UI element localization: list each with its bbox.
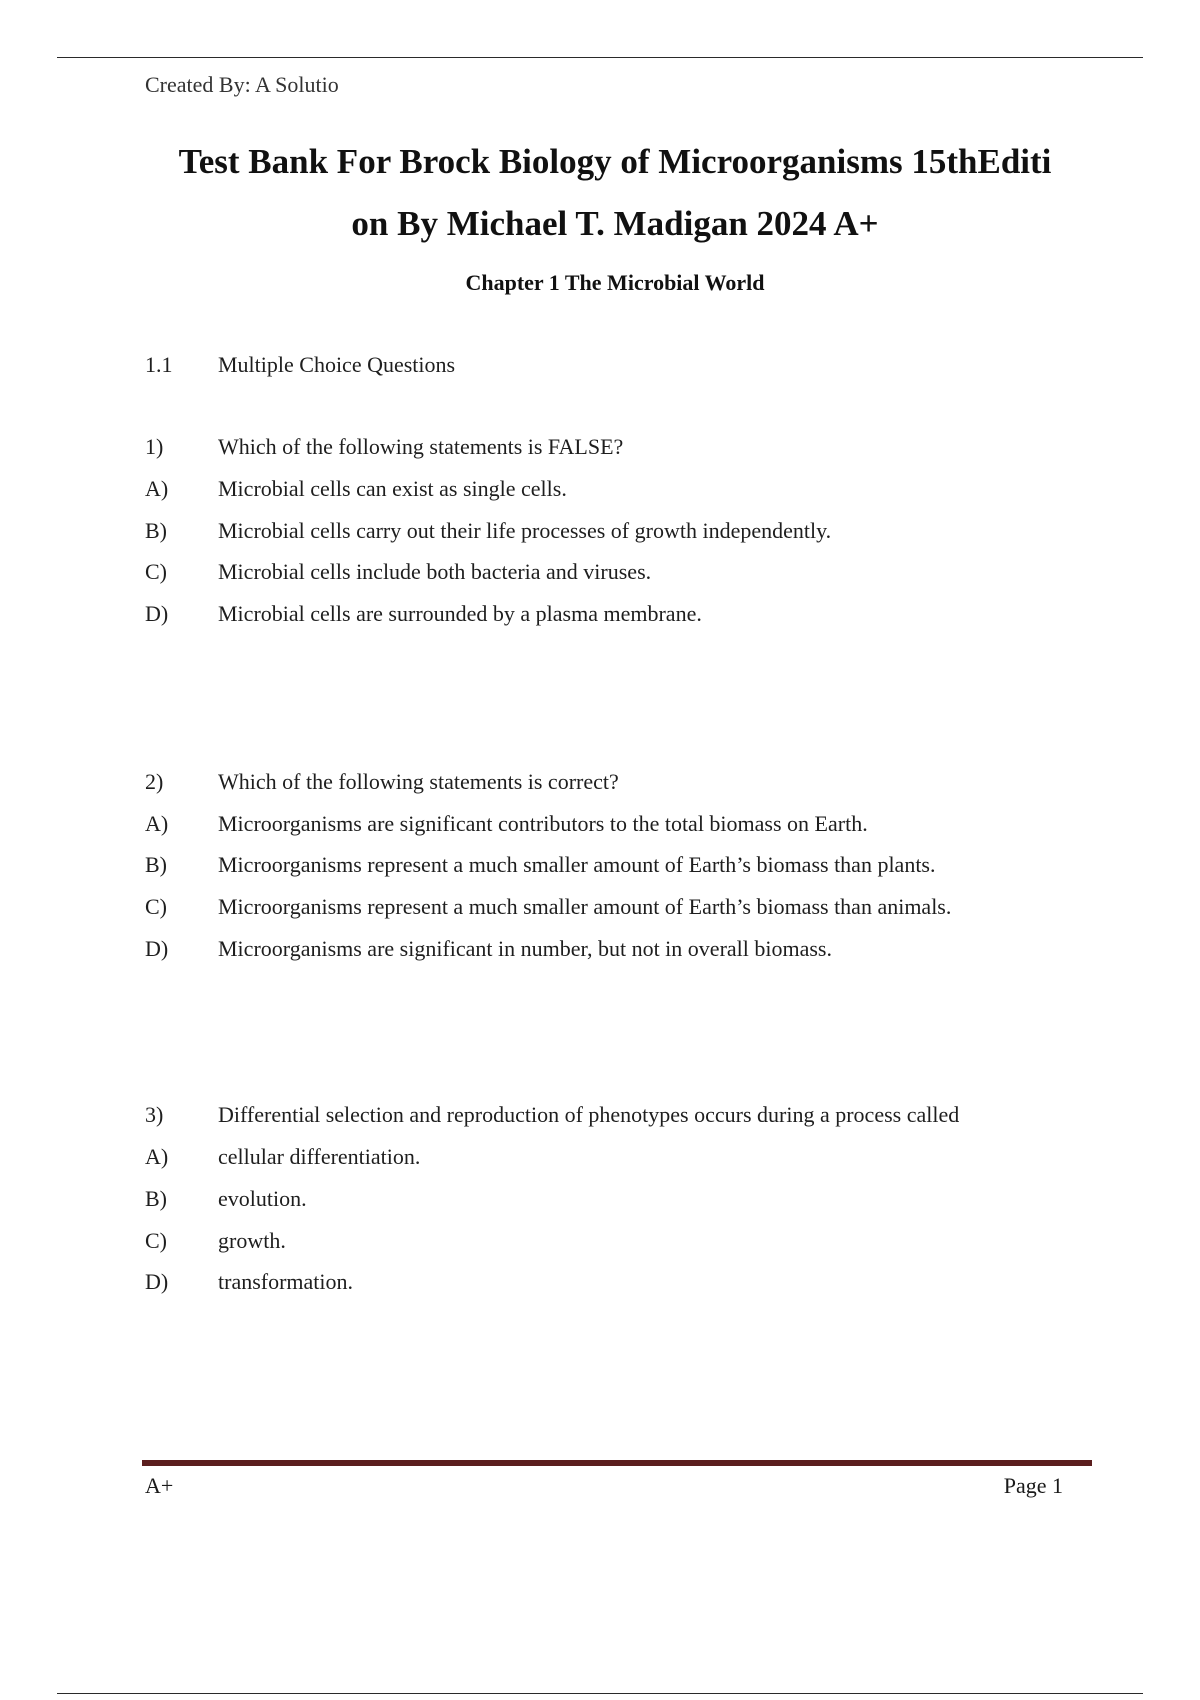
document-title-line-2: on By Michael T. Madigan 2024 A+ <box>351 204 879 243</box>
footer-rule <box>142 1460 1092 1466</box>
created-by-header: Created By: A Solutio <box>145 72 339 97</box>
option-letter: C) <box>145 559 167 584</box>
section-label: Multiple Choice Questions <box>218 352 456 377</box>
option-letter: D) <box>145 1269 169 1294</box>
question-number: 1) <box>145 434 164 459</box>
option-letter: C) <box>145 894 167 919</box>
option-text: Microbial cells include both bacteria and viruses. <box>218 559 652 584</box>
question-2-option-a <box>145 811 868 837</box>
question-number: 2) <box>145 769 164 794</box>
option-letter: C) <box>145 1228 167 1253</box>
option-text: cellular differentiation. <box>218 1144 421 1169</box>
option-letter: A) <box>145 1144 169 1169</box>
question-1-option-b <box>145 518 831 544</box>
question-2-option-b <box>145 852 936 878</box>
bottom-rule <box>57 1693 1143 1694</box>
option-text: Microorganisms represent a much smaller amount of Earth’s biomass than animals. <box>218 894 952 919</box>
question-3 <box>145 1102 959 1128</box>
option-text: Microbial cells are surrounded by a plasma membrane. <box>218 601 702 626</box>
question-2-option-d <box>145 936 832 962</box>
question-1-option-d <box>145 601 702 627</box>
question-3-option-a <box>145 1144 420 1170</box>
top-rule <box>57 57 1143 58</box>
question-text: Which of the following statements is FALSE? <box>218 434 624 459</box>
question-3-option-b <box>145 1186 307 1212</box>
question-2-option-c <box>145 894 951 920</box>
question-1 <box>145 434 623 460</box>
option-letter: D) <box>145 601 169 626</box>
question-number: 3) <box>145 1102 164 1127</box>
question-text: Which of the following statements is correct? <box>218 769 619 794</box>
option-text: Microorganisms are significant in number, but not in overall biomass. <box>218 936 832 961</box>
option-text: growth. <box>218 1228 286 1253</box>
question-3-option-c <box>145 1228 286 1254</box>
option-letter: B) <box>145 518 167 543</box>
option-text: evolution. <box>218 1186 307 1211</box>
section-heading <box>145 352 455 378</box>
option-letter: A) <box>145 476 169 501</box>
question-text: Differential selection and reproduction of phenotypes occurs during a process called <box>218 1102 960 1127</box>
option-text: Microorganisms represent a much smaller amount of Earth’s biomass than plants. <box>218 852 936 877</box>
question-3-option-d <box>145 1269 353 1295</box>
option-text: Microbial cells can exist as single cells. <box>218 476 567 501</box>
option-text: transformation. <box>218 1269 354 1294</box>
footer-grade: A+ <box>145 1473 174 1498</box>
document-title-line-1: Test Bank For Brock Biology of Microorganisms 15thEditi <box>178 142 1052 181</box>
option-text: Microorganisms are significant contributors to the total biomass on Earth. <box>218 811 868 836</box>
section-number: 1.1 <box>145 352 173 377</box>
question-1-option-c <box>145 559 651 585</box>
option-letter: B) <box>145 852 167 877</box>
question-1-option-a <box>145 476 567 502</box>
option-letter: D) <box>145 936 169 961</box>
chapter-heading: Chapter 1 The Microbial World <box>465 270 765 295</box>
question-2 <box>145 769 619 795</box>
option-text: Microbial cells carry out their life processes of growth independently. <box>218 518 832 543</box>
page-number: Page 1 <box>1003 1473 1063 1498</box>
option-letter: B) <box>145 1186 167 1211</box>
option-letter: A) <box>145 811 169 836</box>
